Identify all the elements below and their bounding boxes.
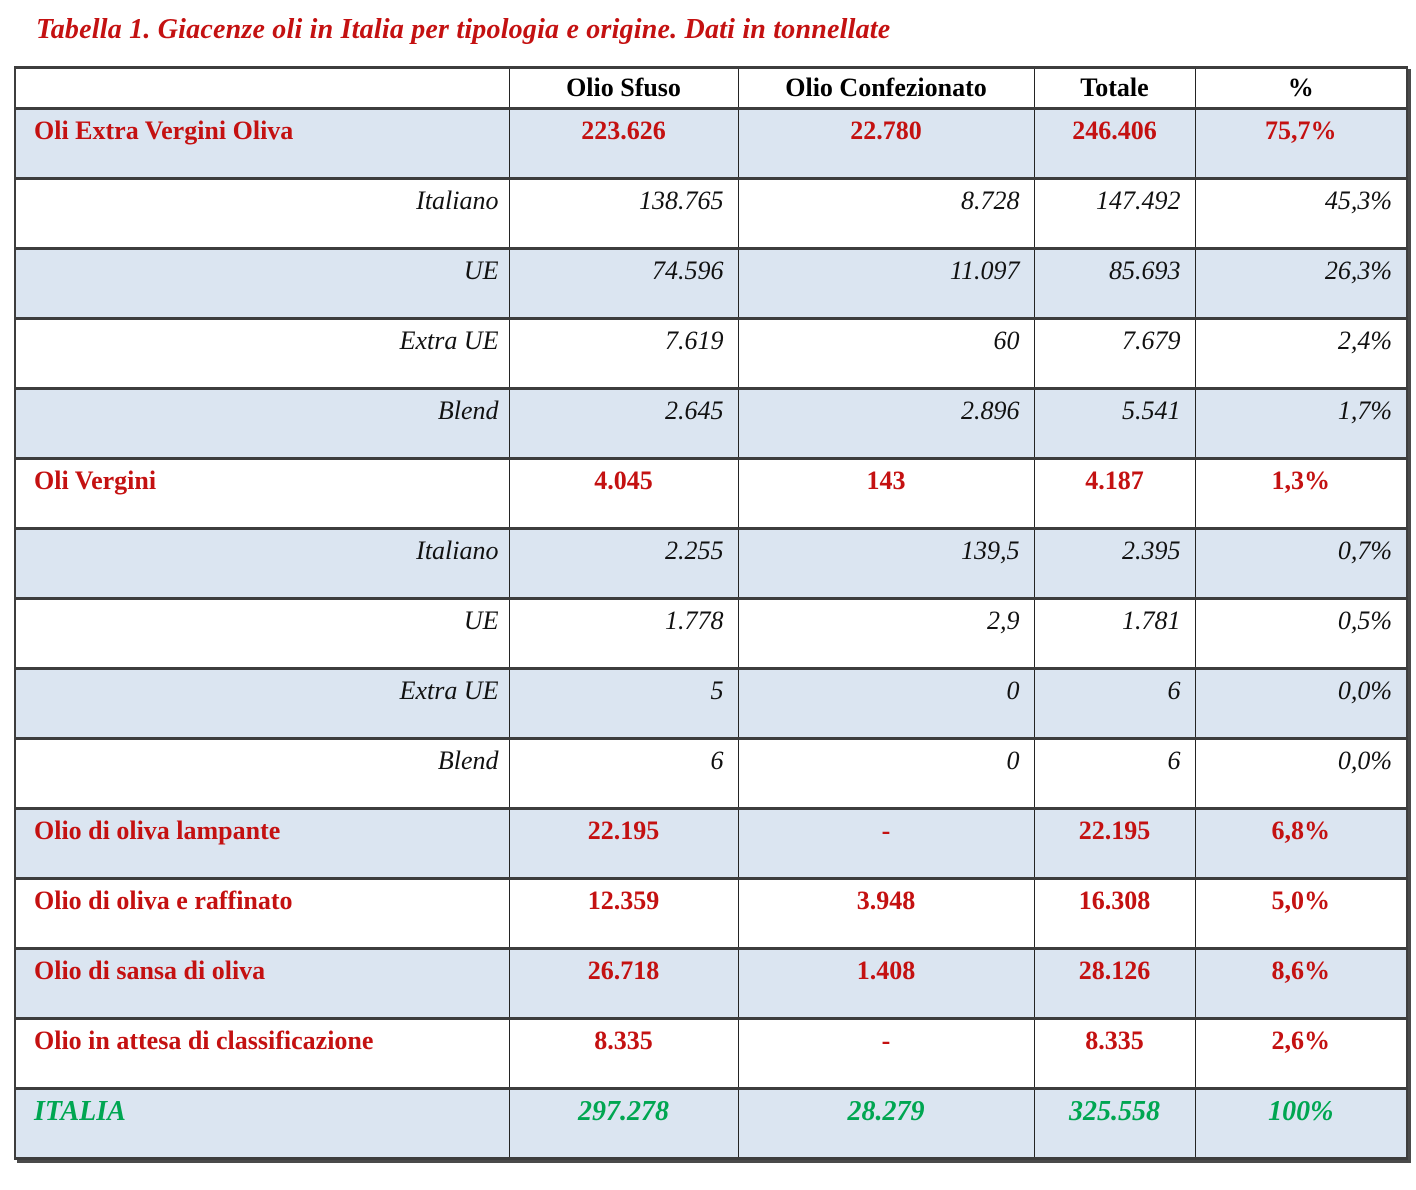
cell-olio-confezionato: 0 <box>738 669 1034 739</box>
table-row <box>15 809 1407 879</box>
cell-totale: 2.395 <box>1034 529 1195 599</box>
cell-olio-confezionato: - <box>738 809 1034 879</box>
cell-percent: 5,0% <box>1195 879 1407 949</box>
cell-totale: 4.187 <box>1034 459 1195 529</box>
cell-percent: 0,5% <box>1195 599 1407 669</box>
cell-olio-sfuso: 26.718 <box>509 949 738 1019</box>
cell-olio-confezionato: 28.279 <box>738 1089 1034 1159</box>
cell-olio-confezionato: 2,9 <box>738 599 1034 669</box>
header-percent: % <box>1195 68 1407 109</box>
cell-percent: 8,6% <box>1195 949 1407 1019</box>
table-row <box>15 459 1407 529</box>
cell-olio-confezionato: 22.780 <box>738 109 1034 179</box>
cell-percent: 2,4% <box>1195 319 1407 389</box>
cell-olio-sfuso: 22.195 <box>509 809 738 879</box>
row-label: ITALIA <box>15 1089 509 1159</box>
table-row <box>15 179 1407 249</box>
row-label: Oli Vergini <box>15 459 509 529</box>
row-label: Olio di oliva e raffinato <box>15 879 509 949</box>
cell-totale: 5.541 <box>1034 389 1195 459</box>
cell-totale: 6 <box>1034 739 1195 809</box>
cell-percent: 100% <box>1195 1089 1407 1159</box>
header-totale: Totale <box>1034 68 1195 109</box>
cell-olio-sfuso: 223.626 <box>509 109 738 179</box>
giacenze-table <box>14 66 1408 1160</box>
table-row <box>15 319 1407 389</box>
header-empty-cell <box>15 68 509 109</box>
cell-percent: 6,8% <box>1195 809 1407 879</box>
cell-olio-sfuso: 4.045 <box>509 459 738 529</box>
table-row <box>15 529 1407 599</box>
cell-olio-sfuso: 138.765 <box>509 179 738 249</box>
row-label: UE <box>15 599 509 669</box>
header-row <box>15 68 1407 109</box>
page-title: Tabella 1. Giacenze oli in Italia per tipologia e origine. Dati in tonnellate <box>36 14 891 45</box>
cell-totale: 28.126 <box>1034 949 1195 1019</box>
cell-percent: 1,7% <box>1195 389 1407 459</box>
table-row <box>15 879 1407 949</box>
cell-totale: 22.195 <box>1034 809 1195 879</box>
table-row <box>15 949 1407 1019</box>
table-row <box>15 739 1407 809</box>
cell-totale: 325.558 <box>1034 1089 1195 1159</box>
cell-olio-confezionato: 60 <box>738 319 1034 389</box>
table-row <box>15 109 1407 179</box>
cell-percent: 1,3% <box>1195 459 1407 529</box>
cell-totale: 16.308 <box>1034 879 1195 949</box>
row-label: Olio in attesa di classificazione <box>15 1019 509 1089</box>
row-label: Blend <box>15 389 509 459</box>
table-row-total-italia <box>15 1089 1407 1159</box>
cell-olio-sfuso: 1.778 <box>509 599 738 669</box>
cell-totale: 85.693 <box>1034 249 1195 319</box>
cell-olio-confezionato: 139,5 <box>738 529 1034 599</box>
cell-percent: 75,7% <box>1195 109 1407 179</box>
row-label: Olio di oliva lampante <box>15 809 509 879</box>
cell-percent: 0,0% <box>1195 669 1407 739</box>
cell-olio-confezionato: 1.408 <box>738 949 1034 1019</box>
row-label: UE <box>15 249 509 319</box>
cell-olio-sfuso: 2.255 <box>509 529 738 599</box>
row-label: Extra UE <box>15 319 509 389</box>
cell-olio-confezionato: 11.097 <box>738 249 1034 319</box>
cell-olio-confezionato: 3.948 <box>738 879 1034 949</box>
row-label: Blend <box>15 739 509 809</box>
cell-olio-sfuso: 74.596 <box>509 249 738 319</box>
header-olio-confezionato: Olio Confezionato <box>738 68 1034 109</box>
cell-totale: 147.492 <box>1034 179 1195 249</box>
cell-percent: 0,7% <box>1195 529 1407 599</box>
row-label: Oli Extra Vergini Oliva <box>15 109 509 179</box>
cell-olio-confezionato: 143 <box>738 459 1034 529</box>
cell-percent: 45,3% <box>1195 179 1407 249</box>
cell-olio-sfuso: 297.278 <box>509 1089 738 1159</box>
cell-olio-confezionato: - <box>738 1019 1034 1089</box>
cell-olio-sfuso: 12.359 <box>509 879 738 949</box>
row-label: Italiano <box>15 529 509 599</box>
cell-percent: 2,6% <box>1195 1019 1407 1089</box>
table-row <box>15 389 1407 459</box>
table-row <box>15 669 1407 739</box>
cell-olio-confezionato: 2.896 <box>738 389 1034 459</box>
cell-percent: 0,0% <box>1195 739 1407 809</box>
cell-totale: 7.679 <box>1034 319 1195 389</box>
cell-totale: 8.335 <box>1034 1019 1195 1089</box>
cell-totale: 6 <box>1034 669 1195 739</box>
table-row <box>15 599 1407 669</box>
table-row <box>15 249 1407 319</box>
cell-percent: 26,3% <box>1195 249 1407 319</box>
cell-olio-sfuso: 8.335 <box>509 1019 738 1089</box>
row-label: Olio di sansa di oliva <box>15 949 509 1019</box>
row-label: Extra UE <box>15 669 509 739</box>
cell-olio-sfuso: 6 <box>509 739 738 809</box>
cell-totale: 1.781 <box>1034 599 1195 669</box>
header-olio-sfuso: Olio Sfuso <box>509 68 738 109</box>
cell-totale: 246.406 <box>1034 109 1195 179</box>
cell-olio-confezionato: 8.728 <box>738 179 1034 249</box>
cell-olio-sfuso: 2.645 <box>509 389 738 459</box>
row-label: Italiano <box>15 179 509 249</box>
table-row <box>15 1019 1407 1089</box>
cell-olio-sfuso: 7.619 <box>509 319 738 389</box>
cell-olio-confezionato: 0 <box>738 739 1034 809</box>
cell-olio-sfuso: 5 <box>509 669 738 739</box>
